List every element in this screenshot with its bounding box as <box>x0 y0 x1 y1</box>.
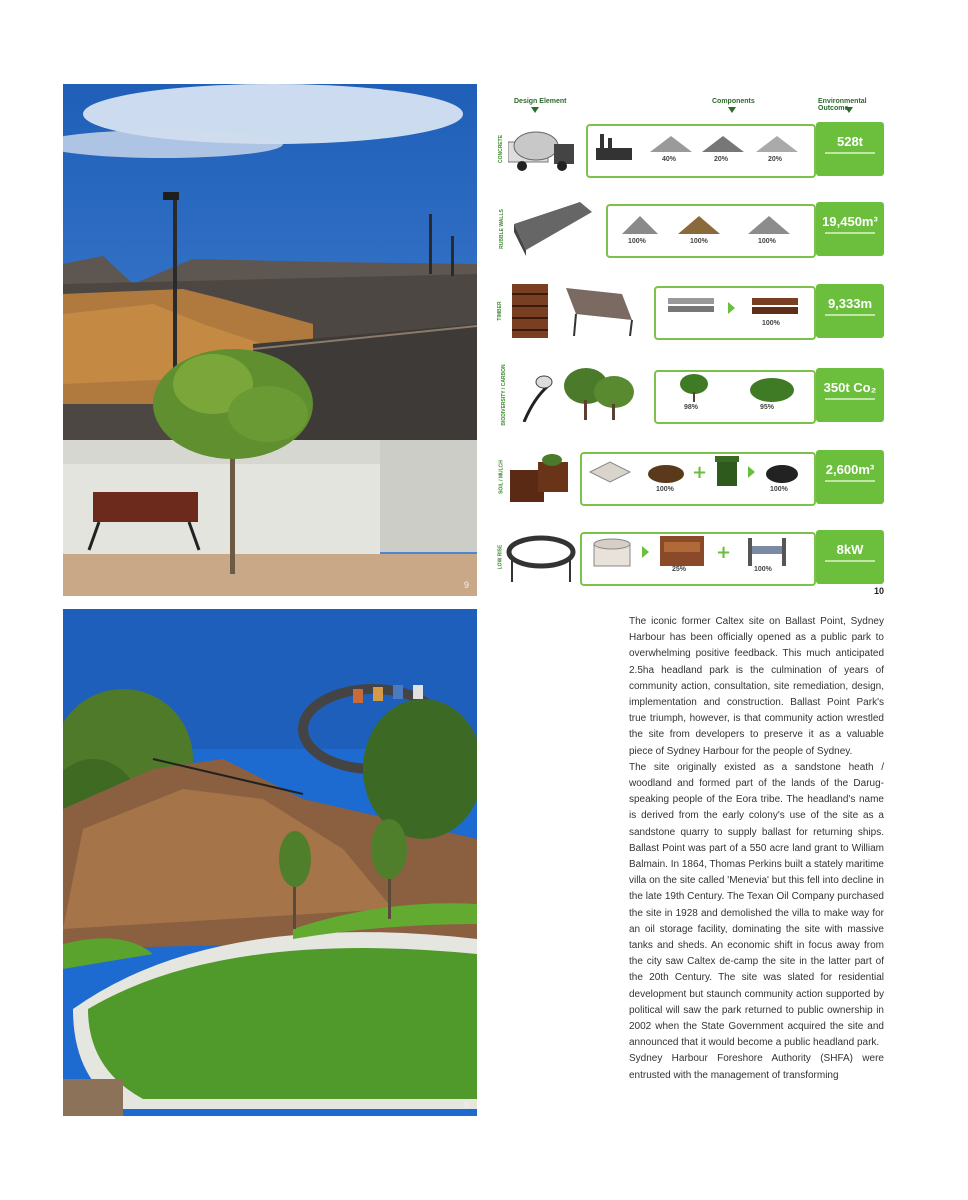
compost-pile-icon <box>762 460 802 484</box>
tree-icon <box>676 374 712 404</box>
bird-branch-icon <box>514 368 556 422</box>
row-label: SOIL / MULCH <box>498 460 505 494</box>
component-percent: 40% <box>662 156 677 163</box>
article-body <box>629 614 884 1084</box>
component-percent: 20% <box>714 156 729 163</box>
component-percent: 20% <box>768 156 783 163</box>
timber-logs-icon <box>750 292 800 320</box>
component-percent: 100% <box>656 486 674 493</box>
photo-caption-number: 9 <box>464 1100 470 1110</box>
component-percent: 100% <box>770 486 788 493</box>
header-arrow-icon <box>845 107 853 113</box>
factory-icon <box>592 132 636 162</box>
trees-icon <box>562 366 646 422</box>
photo-caption-number: 9 <box>464 580 470 590</box>
article-paragraph: The iconic former Caltex site on Ballast Point, Sydney Harbour has been officially opened as a public park to overwhelming positive feedback. This much anticipated 2.5ha headland park is the culmination of years of community action, consultation, site remediation, design, implementation and construction. Ballast Point Park's true triumph, however, is that community action wrestled the site from developers to preserve it as a valuable piece of Sydney Harbour for the people of Sydney. <box>629 616 884 757</box>
aggregate-pile-icon <box>754 134 800 154</box>
diagram-row-soil-mulch <box>496 448 888 506</box>
outcome-value: 19,450m³ <box>822 214 878 229</box>
plus-icon: + <box>716 542 732 563</box>
figure-number: 10 <box>874 586 885 596</box>
outcome-value: 350t Co₂ <box>823 380 877 395</box>
arrow-right-icon <box>728 302 735 314</box>
row-label: BIODIVERSITY / CARBON <box>501 364 508 426</box>
arrow-right-icon <box>642 546 649 558</box>
row-label: TIMBER <box>496 301 503 321</box>
row-label: CONCRETE <box>497 134 504 164</box>
component-percent: 100% <box>762 320 780 327</box>
article-paragraph: The site originally existed as a sandstone heath / woodland and formed part of the lands of the Darug-speaking people of the Eora tribe. The headland's name is derived from the early colony's use of the site as a sandstone quarry to supply ballast for returning ships. Ballast Point was part of a 550 acre land grant to William Balmain. In 1864, Thomas Perkins built a stately maritime villa on the site called 'Menevia' but this fell into decline in the late 19th Century. The Texan Oil Company purchased the site in 1928 and demolished the villa to make way for an oil storage facility, dominating the site with massive tanks and sheds. An economic shift in focus away from the city saw Caltex de-camp the site in the latter part of the 20th Century. The site was slated for residential development but staunch community action supported by political will saw the park returned to public ownership in 2002 when the State Government acquired the site and announced that it would become a public headland park. <box>629 761 884 1049</box>
component-percent: 98% <box>684 404 699 411</box>
outcome-badge <box>816 122 884 176</box>
mulch-pile-icon <box>646 460 686 484</box>
wind-turbine-frame-icon <box>744 534 792 568</box>
outcome-value: 8kW <box>836 542 864 557</box>
crushed-rock-pile-icon <box>746 214 792 236</box>
header-environmental-outcome: Environmental Outcome <box>818 98 867 112</box>
component-percent: 100% <box>758 238 776 245</box>
arrow-right-icon <box>748 466 755 478</box>
diagram-row-rubble-walls <box>496 200 888 258</box>
rubble-pile-icon <box>620 214 660 236</box>
outcome-badge <box>816 450 884 504</box>
rusted-panel-icon <box>658 534 706 568</box>
pallet-icon <box>588 460 632 484</box>
sand-pile-icon <box>676 214 722 236</box>
diagram-row-low-rise <box>496 528 888 586</box>
steel-pipes-icon <box>666 292 716 320</box>
component-percent: 100% <box>628 238 646 245</box>
diagram-row-timber <box>496 282 888 340</box>
outcome-badge <box>816 202 884 256</box>
diagram-row-concrete <box>496 120 888 178</box>
header-components: Components <box>712 98 755 105</box>
aggregate-pile-icon <box>700 134 746 154</box>
gabion-wall-icon <box>510 200 594 256</box>
outcome-badge <box>816 368 884 422</box>
green-bin-icon <box>714 454 740 488</box>
diagram-row-biodiversity-carbon <box>496 366 888 424</box>
header-design-element: Design Element <box>514 98 567 105</box>
row-label: RUBBLE WALLS <box>498 209 505 249</box>
aggregate-pile-icon <box>648 134 694 154</box>
outcome-value: 9,333m <box>827 296 873 311</box>
outcome-value: 528t <box>836 134 864 149</box>
component-percent: 100% <box>754 566 772 573</box>
component-percent: 100% <box>690 238 708 245</box>
article-paragraph: Sydney Harbour Foreshore Authority (SHFA) were entrusted with the management of transforming <box>629 1053 884 1081</box>
planter-box-icon <box>508 452 572 504</box>
photo-gabion-walls <box>63 84 477 596</box>
photo-headland-lawn <box>63 609 477 1116</box>
bench-icon <box>562 284 636 338</box>
outcome-value: 2,600m³ <box>825 462 875 477</box>
timber-slats-icon <box>512 284 548 338</box>
storage-tank-icon <box>590 536 634 568</box>
header-arrow-icon <box>531 107 539 113</box>
cement-truck-icon <box>508 122 578 176</box>
ring-sculpture-icon <box>506 534 576 584</box>
environmental-outcome-diagram <box>496 98 888 598</box>
outcome-badge <box>816 530 884 584</box>
row-label: LOW RISE <box>497 544 504 570</box>
shrub-icon <box>748 374 796 404</box>
header-arrow-icon <box>728 107 736 113</box>
component-percent: 25% <box>672 566 687 573</box>
plus-icon: + <box>692 462 708 483</box>
outcome-badge <box>816 284 884 338</box>
component-percent: 95% <box>760 404 775 411</box>
